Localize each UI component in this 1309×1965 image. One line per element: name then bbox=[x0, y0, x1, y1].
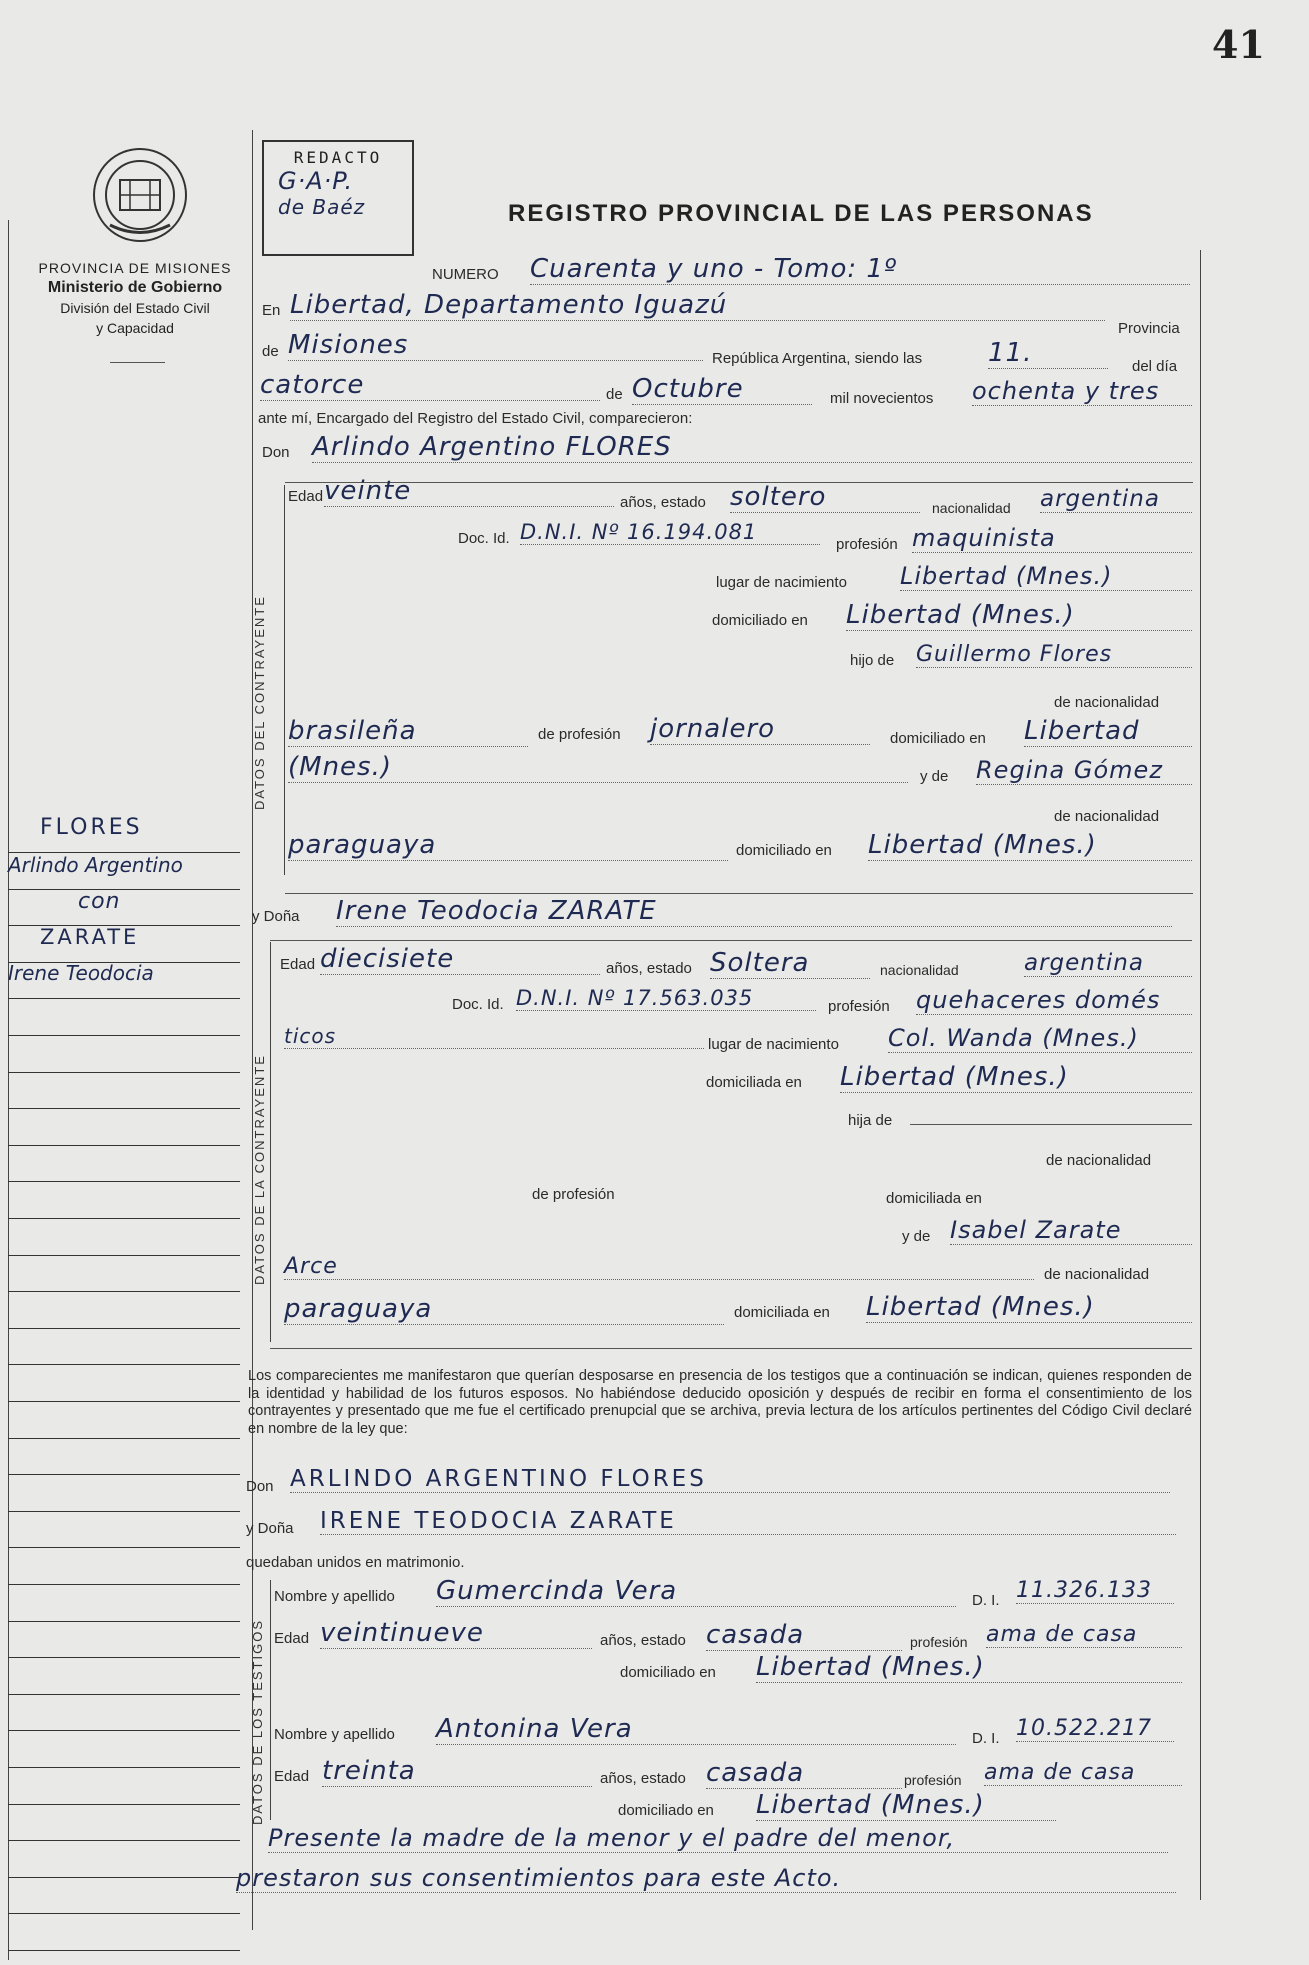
t1-edad-label: Edad bbox=[274, 1630, 310, 1647]
t1-nombre: Gumercinda Vera bbox=[436, 1576, 956, 1607]
t1-di-label: D. I. bbox=[972, 1592, 1000, 1609]
margin-rule bbox=[8, 1291, 240, 1292]
provincial-seal-icon bbox=[90, 145, 190, 245]
contrayenta-madre-b: Arce bbox=[284, 1254, 1034, 1280]
margin-rule bbox=[8, 1072, 240, 1073]
margin-rule bbox=[8, 1181, 240, 1182]
contrayenta-bottom-rule bbox=[270, 1348, 1192, 1349]
contrayenta-lugar-label: lugar de nacimiento bbox=[708, 1036, 839, 1053]
t1-domicilio: Libertad (Mnes.) bbox=[756, 1652, 1182, 1683]
contrayente-madre: Regina Gómez bbox=[976, 756, 1192, 785]
stamp-line1: G·A·P. bbox=[278, 167, 354, 195]
contrayente-nacionalidad: argentina bbox=[1040, 486, 1192, 513]
union-dona-label: y Doña bbox=[246, 1520, 294, 1537]
note-line1: Presente la madre de la menor y el padre del menor, bbox=[268, 1824, 1168, 1853]
contrayenta-profesion-b: ticos bbox=[284, 1024, 704, 1049]
hora-value: 11. bbox=[988, 338, 1108, 369]
provincia-label: Provincia bbox=[1118, 320, 1180, 337]
contrayente-doc: D.N.I. Nº 16.194.081 bbox=[520, 520, 820, 545]
contrayenta-madre-domicilio: Libertad (Mnes.) bbox=[866, 1292, 1192, 1323]
margin-rule bbox=[8, 1621, 240, 1622]
contrayenta-doc-label: Doc. Id. bbox=[452, 996, 504, 1013]
contrayente-domicilio: Libertad (Mnes.) bbox=[846, 600, 1192, 631]
t2-profesion-label: profesión bbox=[904, 1772, 962, 1788]
contrayenta-doc: D.N.I. Nº 17.563.035 bbox=[516, 986, 816, 1011]
contrayente-padre-profesion: jornalero bbox=[650, 714, 870, 745]
division-subname: y Capacidad bbox=[96, 320, 174, 336]
t1-estado-label: años, estado bbox=[600, 1632, 686, 1649]
contrayenta-domicilio-label: domiciliada en bbox=[706, 1074, 802, 1091]
margin-rule bbox=[8, 962, 240, 963]
contrayente-edad: veinte bbox=[324, 476, 614, 507]
t2-domicilio-label: domiciliado en bbox=[618, 1802, 714, 1819]
testigos-section-label: DATOS DE LOS TESTIGOS bbox=[250, 1619, 265, 1825]
margin-rule bbox=[8, 852, 240, 853]
contrayenta-domicilio: Libertad (Mnes.) bbox=[840, 1062, 1192, 1093]
t1-profesion: ama de casa bbox=[986, 1622, 1182, 1648]
contrayenta-lugar: Col. Wanda (Mnes.) bbox=[888, 1024, 1192, 1053]
contrayenta-edad: diecisiete bbox=[320, 944, 600, 975]
contrayente-bottom-rule bbox=[285, 893, 1193, 894]
contrayenta-de-nacionalidad-label: de nacionalidad bbox=[1046, 1152, 1152, 1169]
margin-rule bbox=[8, 1438, 240, 1439]
contrayente-padre-domicilio-b: (Mnes.) bbox=[288, 752, 908, 783]
t1-nombre-label: Nombre y apellido bbox=[274, 1588, 395, 1605]
anio-value: ochenta y tres bbox=[972, 377, 1192, 406]
page-number: 41 bbox=[1212, 22, 1265, 67]
t1-estado: casada bbox=[706, 1620, 902, 1651]
margin-rule bbox=[8, 1877, 240, 1878]
t2-profesion: ama de casa bbox=[984, 1760, 1182, 1786]
contrayente-lugar: Libertad (Mnes.) bbox=[900, 562, 1192, 591]
margin-rule bbox=[8, 1694, 240, 1695]
form-right-border bbox=[1200, 250, 1201, 1900]
margin-line1: FLORES bbox=[40, 815, 143, 840]
margin-rule bbox=[8, 1145, 240, 1146]
union-don-value: ARLINDO ARGENTINO FLORES bbox=[290, 1466, 1170, 1493]
contrayente-profesion-label: profesión bbox=[836, 536, 898, 553]
t2-domicilio: Libertad (Mnes.) bbox=[756, 1790, 1056, 1821]
t2-estado: casada bbox=[706, 1758, 902, 1789]
t2-nombre-label: Nombre y apellido bbox=[274, 1726, 395, 1743]
t2-nombre: Antonina Vera bbox=[436, 1714, 956, 1745]
contrayente-padre-domicilio-label: domiciliado en bbox=[890, 730, 986, 747]
t2-di-label: D. I. bbox=[972, 1730, 1000, 1747]
don-label: Don bbox=[262, 444, 290, 461]
left-margin-border bbox=[8, 220, 9, 1960]
header-divider bbox=[110, 362, 165, 363]
margin-rule bbox=[8, 1657, 240, 1658]
contrayente-nacionalidad-label: nacionalidad bbox=[932, 500, 1011, 516]
testigos-bracket bbox=[270, 1580, 271, 1820]
margin-rule bbox=[8, 1913, 240, 1914]
contrayenta-estado-label: años, estado bbox=[606, 960, 692, 977]
contrayenta-madre-nacionalidad: paraguaya bbox=[284, 1294, 724, 1325]
contrayenta-de-profesion-label: de profesión bbox=[532, 1186, 615, 1203]
margin-rule bbox=[8, 1840, 240, 1841]
t2-edad-label: Edad bbox=[274, 1768, 310, 1785]
contrayente-estado: soltero bbox=[730, 482, 920, 513]
declaration-text: Los comparecientes me manifestaron que querían desposarse en presencia de los testigos que a continuación se indican, quienes responden de la identidad y habilidad de los futuros esposos. No habiéndose deducido oposición y después de recibir en forma el consentimiento de los contrayentes y presentado que me fue el certificado prenupcial que se archiva, previa lectura de los artículos pertinentes del Código Civil declaré en nombre de la ley que: bbox=[248, 1368, 1192, 1437]
contrayente-de-profesion-label: de profesión bbox=[538, 726, 621, 743]
margin-rule bbox=[8, 1108, 240, 1109]
en-label: En bbox=[262, 302, 281, 319]
contrayente-bracket bbox=[284, 485, 285, 875]
del-dia-label: del día bbox=[1132, 358, 1178, 375]
contrayenta-edad-label: Edad bbox=[280, 956, 316, 973]
margin-rule bbox=[8, 889, 240, 890]
republica-label: República Argentina, siendo las bbox=[712, 350, 923, 367]
province-name: PROVINCIA DE MISIONES bbox=[38, 260, 232, 276]
de-mes-label: de bbox=[606, 386, 623, 403]
contrayenta-padre-line bbox=[910, 1124, 1192, 1125]
stamp-title: REDACTO bbox=[293, 148, 383, 167]
margin-line2: Arlindo Argentino bbox=[8, 853, 183, 877]
margin-rule bbox=[8, 1547, 240, 1548]
margin-line3: con bbox=[78, 889, 121, 914]
contrayenta-estado: Soltera bbox=[710, 948, 870, 979]
contrayenta-madre-a: Isabel Zarate bbox=[950, 1216, 1192, 1245]
contrayenta-madre-domicilio-label: domiciliada en bbox=[734, 1304, 830, 1321]
contrayente-doc-label: Doc. Id. bbox=[458, 530, 510, 547]
contrayenta-hija-label: hija de bbox=[848, 1112, 893, 1129]
ante-text: ante mí, Encargado del Registro del Estado Civil, comparecieron: bbox=[258, 410, 693, 427]
margin-rule bbox=[8, 1511, 240, 1512]
stamp-line2: de Baéz bbox=[278, 195, 366, 219]
document-heading: REGISTRO PROVINCIAL DE LAS PERSONAS bbox=[508, 200, 1094, 227]
division-name: División del Estado Civil bbox=[60, 300, 210, 316]
margin-notes bbox=[8, 815, 248, 997]
margin-line5: Irene Teodocia bbox=[8, 961, 154, 985]
margin-rule bbox=[8, 1255, 240, 1256]
contrayente-section-label: DATOS DEL CONTRAYENTE bbox=[252, 595, 267, 810]
contrayente-hijo-label: hijo de bbox=[850, 652, 895, 669]
en-value: Libertad, Departamento Iguazú bbox=[290, 290, 1105, 321]
contrayenta-nacionalidad: argentina bbox=[1024, 950, 1192, 977]
margin-rule bbox=[8, 1364, 240, 1365]
contrayenta-section-label: DATOS DE LA CONTRAYENTE bbox=[252, 1054, 267, 1285]
t2-estado-label: años, estado bbox=[600, 1770, 686, 1787]
contrayente-lugar-label: lugar de nacimiento bbox=[716, 574, 847, 591]
margin-rule bbox=[8, 1584, 240, 1585]
contrayente-profesion: maquinista bbox=[912, 524, 1192, 553]
de-value: Misiones bbox=[288, 330, 703, 361]
contrayente-padre-domicilio-a: Libertad bbox=[1024, 716, 1192, 747]
contrayenta-bracket bbox=[270, 942, 271, 1342]
redacto-stamp bbox=[262, 140, 414, 256]
t2-edad: treinta bbox=[322, 1756, 592, 1787]
margin-rule bbox=[8, 1767, 240, 1768]
contrayente-de-nacionalidad-label: de nacionalidad bbox=[1054, 694, 1160, 711]
margin-rule bbox=[8, 1804, 240, 1805]
note-line2: prestaron sus consentimientos para este Acto. bbox=[236, 1864, 1176, 1893]
contrayente-madre-domicilio: Libertad (Mnes.) bbox=[868, 830, 1192, 861]
margin-rule bbox=[8, 1950, 240, 1951]
t1-domicilio-label: domiciliado en bbox=[620, 1664, 716, 1681]
contrayenta-y-de-label: y de bbox=[902, 1228, 931, 1245]
contrayenta-profesion-a: quehaceres domés bbox=[916, 986, 1192, 1015]
margin-rule bbox=[8, 1218, 240, 1219]
union-dona-value: IRENE TEODOCIA ZARATE bbox=[320, 1508, 1176, 1535]
mes-value: Octubre bbox=[632, 374, 812, 405]
contrayenta-profesion-label: profesión bbox=[828, 998, 890, 1015]
dia-value: catorce bbox=[260, 370, 600, 401]
dona-label: y Doña bbox=[252, 908, 300, 925]
contrayente-nombre: Arlindo Argentino FLORES bbox=[312, 432, 1192, 463]
t2-di: 10.522.217 bbox=[1016, 1716, 1174, 1742]
contrayente-padre-nacionalidad: brasileña bbox=[288, 716, 528, 747]
t1-di: 11.326.133 bbox=[1016, 1578, 1174, 1604]
contrayente-edad-label: Edad bbox=[288, 488, 324, 505]
union-closing: quedaban unidos en matrimonio. bbox=[246, 1554, 465, 1571]
contrayente-madre-domicilio-label: domiciliado en bbox=[736, 842, 832, 859]
ministry-name: Ministerio de Gobierno bbox=[47, 279, 223, 296]
t1-edad: veintinueve bbox=[320, 1618, 592, 1649]
contrayenta-nombre: Irene Teodocia ZARATE bbox=[336, 896, 1172, 927]
left-header bbox=[20, 258, 250, 338]
margin-rule bbox=[8, 925, 240, 926]
contrayente-madre-nacionalidad: paraguaya bbox=[288, 830, 728, 861]
margin-rule bbox=[8, 1730, 240, 1731]
margin-rule bbox=[8, 998, 240, 999]
mil-label: mil novecientos bbox=[830, 390, 934, 407]
numero-value: Cuarenta y uno - Tomo: 1º bbox=[530, 254, 1190, 285]
contrayenta-madre-nacionalidad-label: de nacionalidad bbox=[1044, 1266, 1150, 1283]
t1-profesion-label: profesión bbox=[910, 1634, 968, 1650]
margin-rule bbox=[8, 1474, 240, 1475]
contrayenta-top-rule bbox=[270, 940, 1192, 941]
margin-rule bbox=[8, 1035, 240, 1036]
margin-rule bbox=[8, 1401, 240, 1402]
contrayente-estado-label: años, estado bbox=[620, 494, 706, 511]
union-don-label: Don bbox=[246, 1478, 274, 1495]
contrayenta-nacionalidad-label: nacionalidad bbox=[880, 962, 959, 978]
contrayente-domicilio-label: domiciliado en bbox=[712, 612, 808, 629]
contrayente-y-de-label: y de bbox=[920, 768, 949, 785]
margin-rule bbox=[8, 1328, 240, 1329]
de-label: de bbox=[262, 343, 279, 360]
contrayente-padre: Guillermo Flores bbox=[916, 642, 1192, 668]
numero-label: NUMERO bbox=[432, 266, 499, 283]
contrayente-madre-de-nacionalidad-label: de nacionalidad bbox=[1054, 808, 1160, 825]
margin-line4: ZARATE bbox=[40, 925, 140, 949]
contrayenta-padre-domicilio-label: domiciliada en bbox=[886, 1190, 982, 1207]
